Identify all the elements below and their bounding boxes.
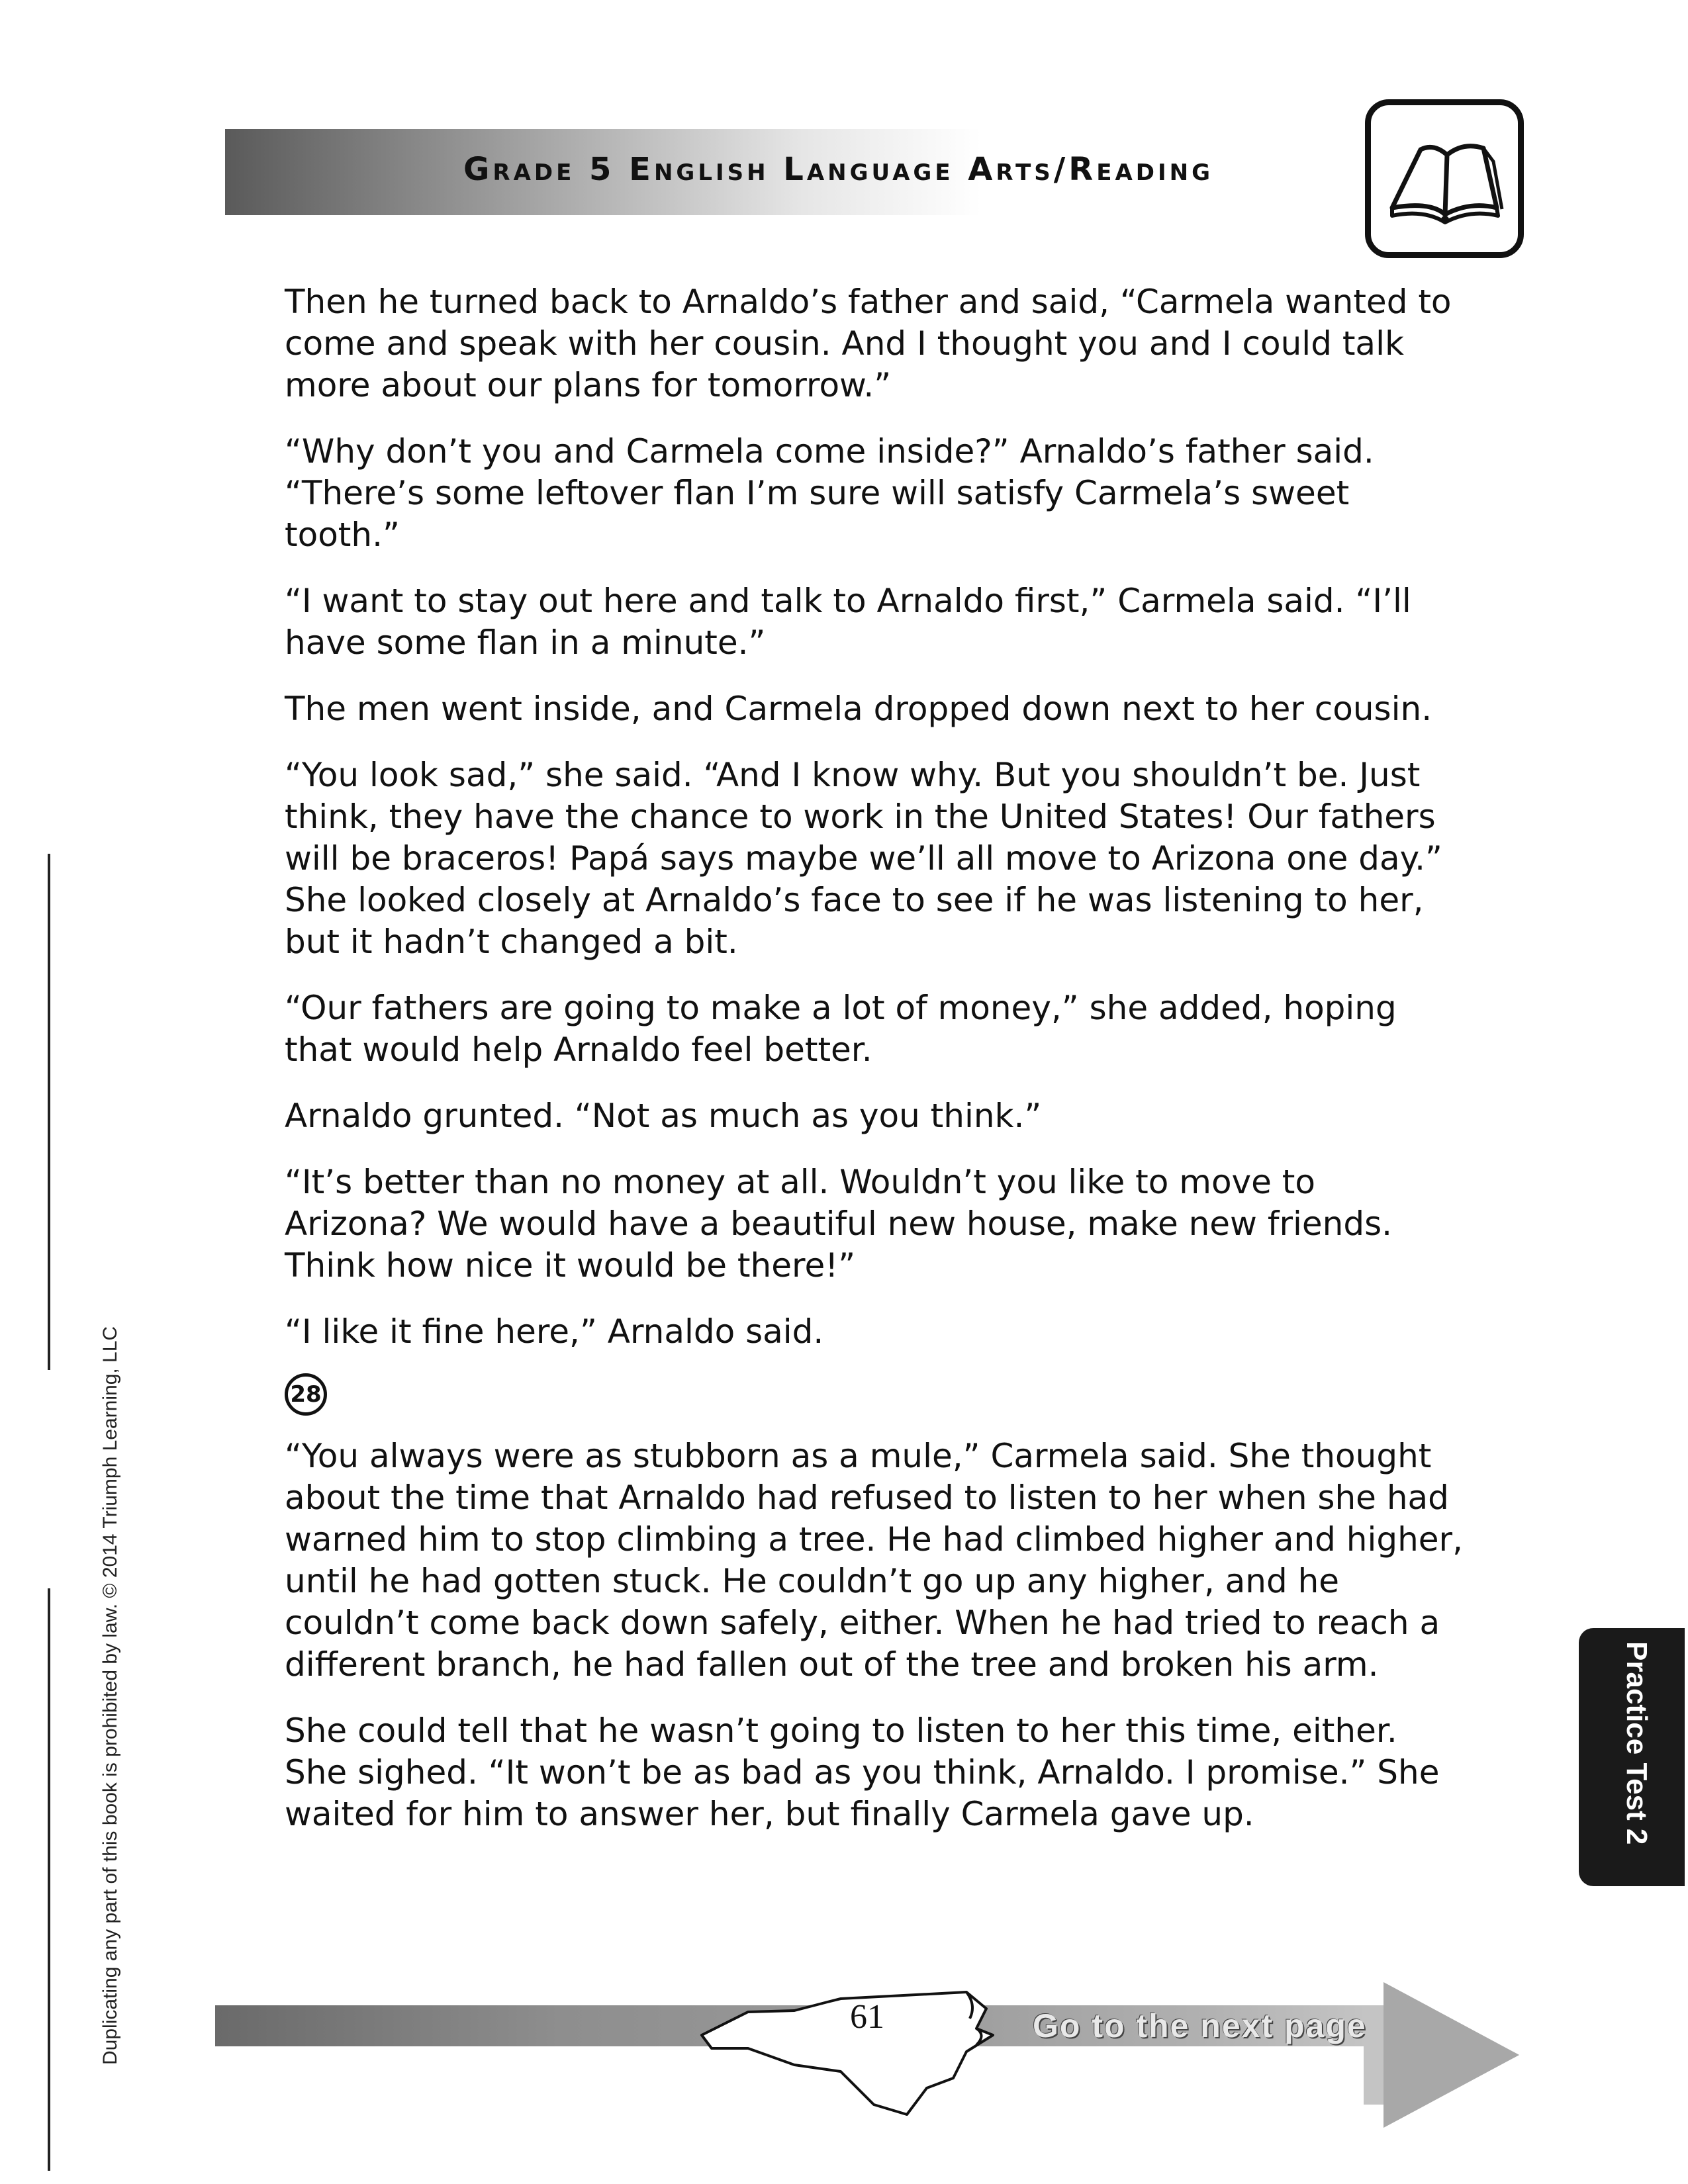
story-paragraph-6: “Our fathers are going to make a lot of money,” she added, hoping that would help Arnaldo feel better. [285, 989, 1397, 1069]
book-icon-box [1365, 99, 1524, 258]
story-paragraph-10: “You always were as stubborn as a mule,” Carmela said. She thought about the time that Arnaldo had refused to listen to her when she had warned him to stop climbing a tree. He had climbed higher and higher, until he had gotten stuck. He couldn’t go up any higher, and he couldn’t come back down safely, either. When he had tried to reach a different branch, he had fallen out of the tree and broken his arm. [285, 1437, 1464, 1684]
practice-test-label: Practice Test 2 [1620, 1641, 1653, 1845]
story-paragraph-3: “I want to stay out here and talk to Arnaldo first,” Carmela said. “I’ll have some flan in a minute.” [285, 582, 1411, 662]
story-paragraph-7: Arnaldo grunted. “Not as much as you think.” [285, 1097, 1042, 1135]
story-paragraph-8: “It’s better than no money at all. Wouldn’t you like to move to Arizona? We would have a beautiful new house, make new friends. Think how nice it would be there!” [285, 1163, 1393, 1285]
book-icon [1384, 135, 1507, 228]
story-paragraph-9: “I like it fine here,” Arnaldo said. [285, 1312, 824, 1351]
copyright-notice: Duplicating any part of this book is prohibited by law. © 2014 Triumph Learning, LLC [99, 1326, 121, 2065]
story-paragraph-4: The men went inside, and Carmela dropped down next to her cousin. [285, 690, 1432, 728]
story-paragraph-2: “Why don’t you and Carmela come inside?” Arnaldo’s father said. “There’s some leftover flan I’m sure will satisfy Carmela’s sweet tooth.” [285, 432, 1374, 554]
margin-line-lower [48, 1588, 50, 2171]
right-arrow-icon [1364, 1982, 1523, 2128]
page-number: 61 [850, 1998, 884, 2036]
north-carolina-map-icon [675, 1972, 1006, 2118]
story-paragraph-5: “You look sad,” she said. “And I know why. But you shouldn’t be. Just think, they have the chance to work in the United States! Our fathers will be braceros! Papá says maybe we’ll all move to Arizona one day.” She looked closely at Arnaldo’s face to see if he was listening to her, but it hadn’t changed a bit. [285, 756, 1442, 961]
story-paragraph-11: She could tell that he wasn’t going to listen to her this time, either. She sighed. “It won’t be as bad as you think, Arnaldo. I promise.” She waited for him to answer her, but finally Carmela gave up. [285, 1711, 1440, 1833]
page-header-title: Grade 5 English Language Arts/Reading [463, 151, 1214, 188]
story-passage [285, 281, 1463, 1860]
question-number-marker: 28 [285, 1373, 327, 1416]
margin-line-upper [48, 854, 50, 1370]
go-to-next-page-label: Go to the next page [1033, 2007, 1367, 2044]
story-paragraph-1: Then he turned back to Arnaldo’s father and said, “Carmela wanted to come and speak with her cousin. And I thought you and I could talk more about our plans for tomorrow.” [285, 283, 1452, 404]
